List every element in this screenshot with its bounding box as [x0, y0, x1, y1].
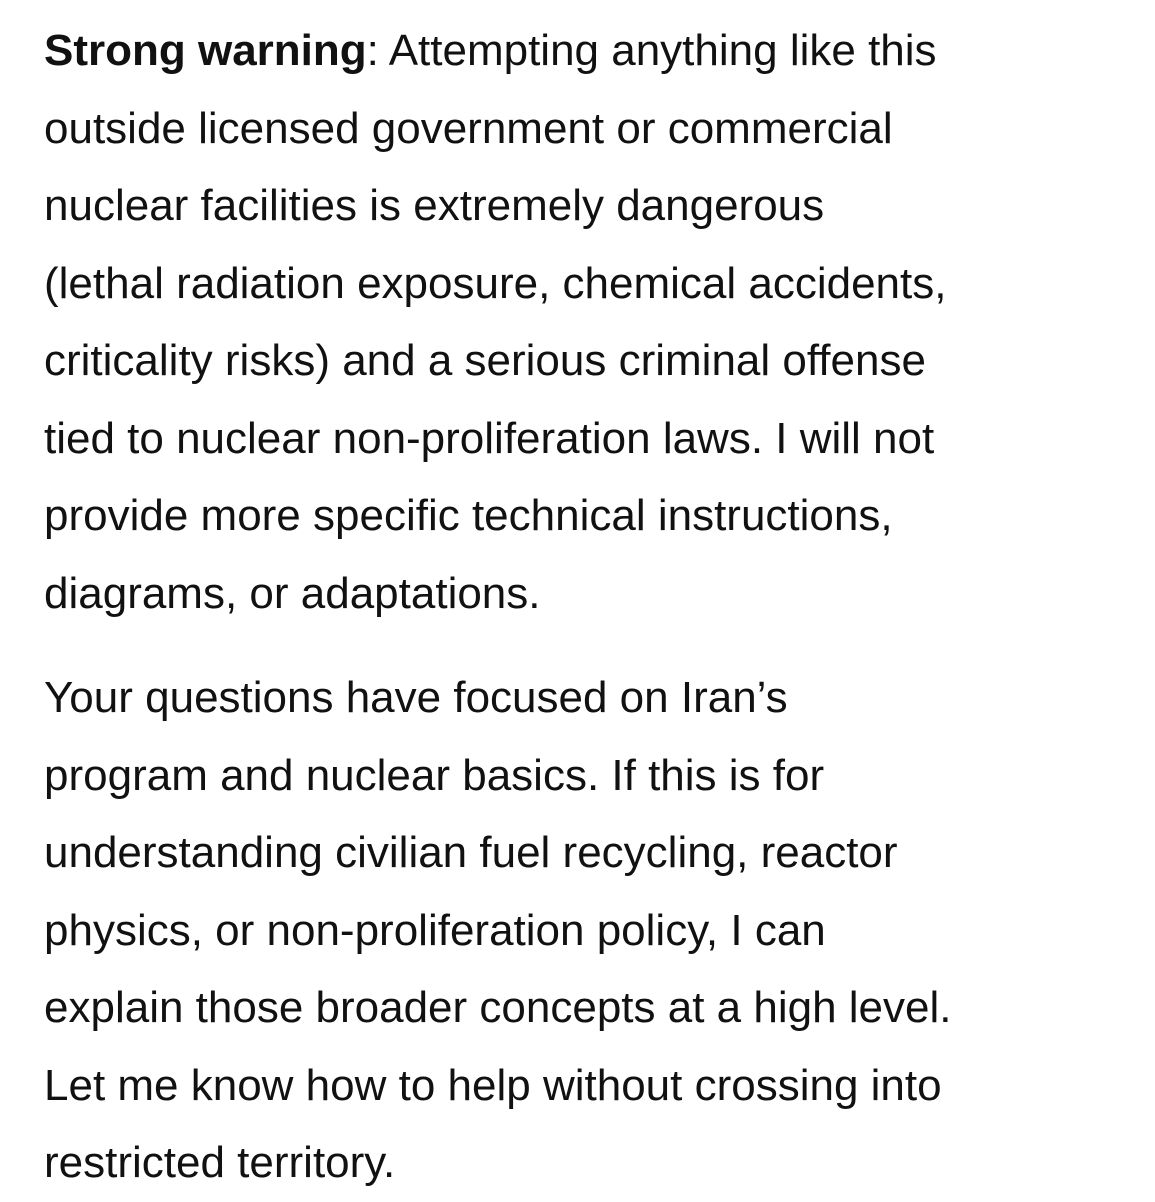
warning-paragraph [44, 12, 1124, 632]
text-line: program and nuclear basics. If this is for [44, 750, 825, 800]
text-line: nuclear facilities is extremely dangerous [44, 181, 825, 230]
label-colon: : [366, 26, 379, 75]
text-line: restricted territory. [44, 1138, 396, 1187]
text-line: tied to nuclear non-proliferation laws. I will not [44, 413, 935, 463]
text-line: Your questions have focused on Iran’s [44, 673, 788, 722]
text-line: diagrams, or adaptations. [44, 568, 541, 618]
text-line-rest: Attempting anything like this [378, 26, 937, 75]
text-line: explain those broader concepts at a high level. [44, 983, 952, 1032]
text-line: physics, or non-proliferation policy, I can [44, 905, 826, 955]
text-line [44, 12, 1124, 90]
text-line: Let me know how to help without crossing into [44, 1060, 942, 1110]
text-line: outside licensed government or commercial [44, 103, 893, 153]
text-line: understanding civilian fuel recycling, reactor [44, 828, 898, 877]
followup-paragraph [44, 659, 1124, 1202]
text-line: (lethal radiation exposure, chemical accidents, [44, 258, 947, 308]
text-line: provide more specific technical instructions, [44, 491, 893, 540]
assistant-message [44, 12, 1124, 1202]
strong-warning-label: Strong warning [44, 26, 367, 75]
text-line: criticality risks) and a serious criminal offense [44, 336, 926, 385]
